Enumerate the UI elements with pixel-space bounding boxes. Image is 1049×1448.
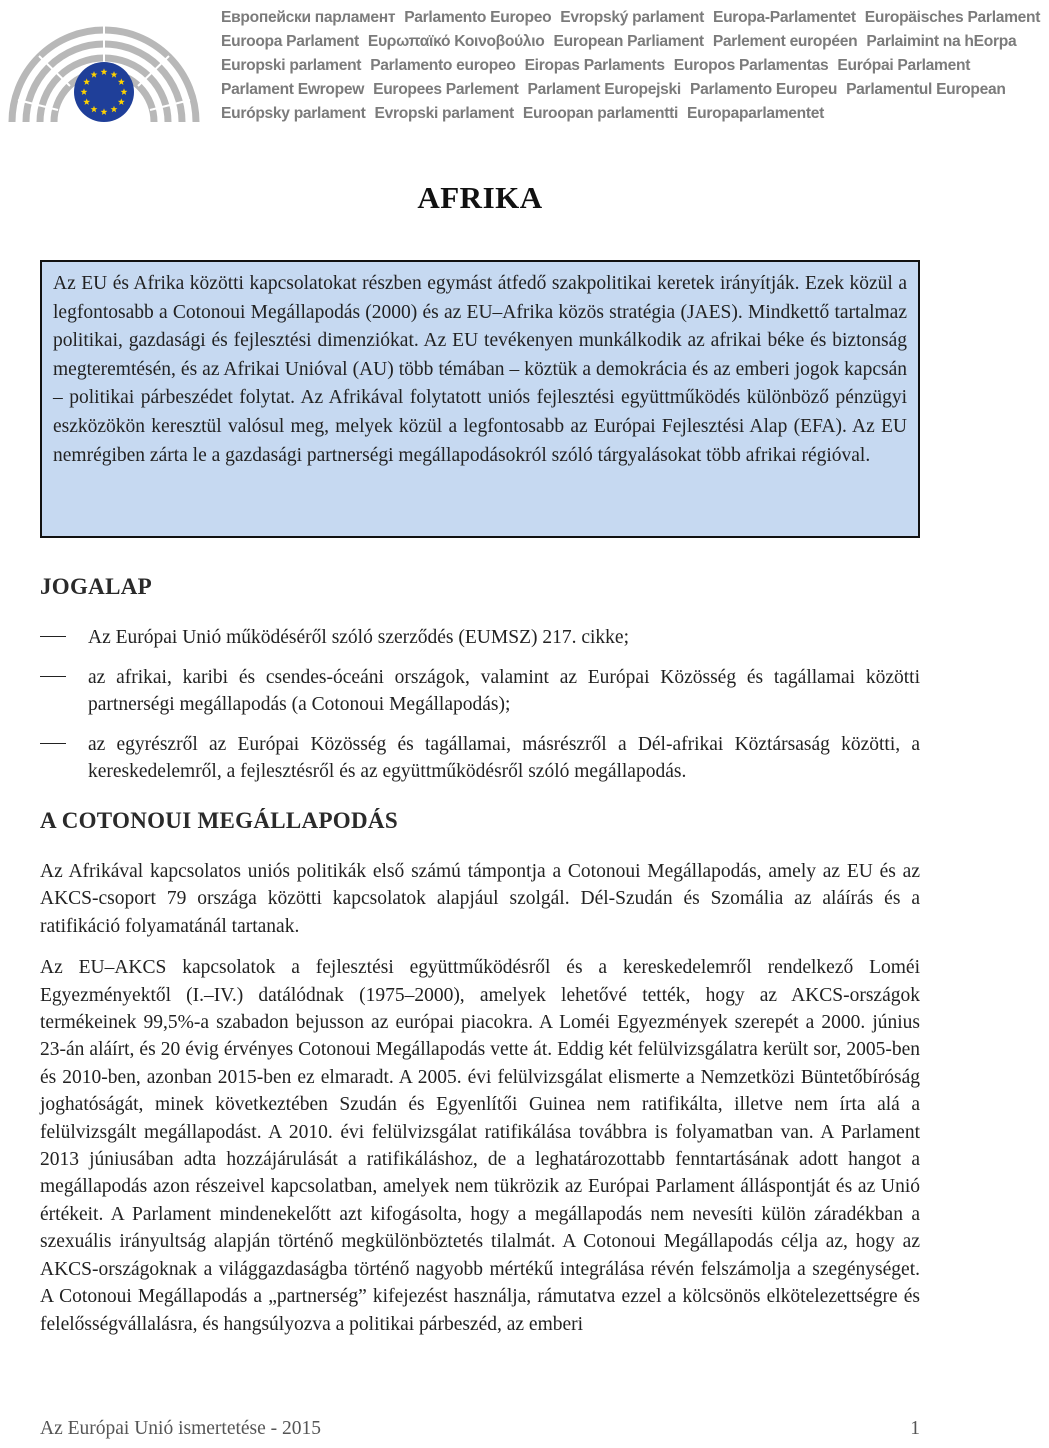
parliament-names (221, 6, 1041, 126)
page-number: 1 (910, 1418, 920, 1439)
list-item (40, 664, 920, 718)
list-item-text: az egyrészről az Európai Közösség és tagállamai, másrészről a Dél-afrikai Köztársaság közötti, a kereskedelemről, a fejlesztésről és az együttműködésről szóló megállapodás. (88, 734, 920, 782)
paragraph: Az Afrikával kapcsolatos uniós politikák első számú támpontja a Cotonoui Megállapodás, amely az EU és az AKCS-csoport 79 országa közötti kapcsolatok alapjául szolgál. Dél-Szudán és Szomália az aláírás és a ratifikáció folyamatánál tartanak. (40, 861, 920, 937)
parliament-name: Euroopa Parlament (221, 33, 359, 50)
parliament-name: Parlament Ewropew (221, 81, 365, 98)
parliament-names-row (221, 30, 1017, 54)
list-item (40, 624, 920, 651)
parliament-name: Europaparlamentet (687, 105, 825, 122)
parliament-name: Europa-Parlamentet (712, 9, 856, 26)
footer-text: Az Európai Unió ismertetése - 2015 (40, 1418, 322, 1439)
parliament-name: Europos Parlamentas (673, 57, 829, 74)
parliament-name: Ευρωπαϊκό Κοινοβούλιο (367, 33, 545, 50)
list-item-text: az afrikai, karibi és csendes-óceáni országok, valamint az Európai Közösség és tagállamai közötti partnerségi megállapodás (a Cotonoui Megállapodás); (88, 667, 920, 715)
parliament-name: Evropski parlament (374, 105, 514, 122)
paragraph: Az EU–AKCS kapcsolatok a fejlesztési együttműködésről és a kereskedelemről rendelkező Loméi Egyezményektől (I.–IV.) datálódnak (1975–2000), amelyek lehetővé tették, hogy az AKCS-országok termékeinek 99,5%-a szabadon bejusson az európai piacokra. A Loméi Egyezmények szerepét a 2000. június 23-án aláírt, és 20 évig érvényes Cotonoui Megállapodás vette át. Eddig két felülvizsgálatra került sor, 2005-ben és 2010-ben, azonban 2015-ben ez elmaradt. A 2005. évi felülvizsgálat elismerte a Nemzetközi Büntetőbíróság joghatóságát, minek következtében Szudán és Egyenlítői Guinea nem ratifikálta, illetve nem írta alá a felülvizsgált megállapodást. A 2010. évi felülvizsgálat ratifikálása továbbra is folyamatban van. A Parlament 2013 júniusában adta hozzájárulását a ratifikáláshoz, de a leghatározottabb fenntartásának adott hangot a megállapodás azon részeivel kapcsolatban, amelyek nem tükrözik az Európai Parlament álláspontját és az Unió értékeit. A Parlament mindenekelőtt azt kifogásolta, hogy a megállapodás nem nevesíti külön záradékban a szexuális irányultság alapján történő megkülönböztetés tilalmát. A Cotonoui Megállapodás célja az, hogy az AKCS-országoknak a világgazdaságba történő nagyobb mértékű integrálása révén felszámolja a szegénységet. A Cotonoui Megállapodás a „partnerség” kifejezést használja, rámutatva ezzel a kölcsönös elkötelezettségre és felelősségvállalásra, és hangsúlyozva a politikai párbeszéd, az emberi (40, 957, 920, 1335)
summary-box: Az EU és Afrika közötti kapcsolatokat részben egymást átfedő szakpolitikai keretek irányítják. Ezek közül a legfontosabb a Cotonoui Megállapodás (2000) és az EU–Afrika közös stratégia (JAES). Mindkettő tartalmaz politikai, gazdasági és fejlesztési dimenziókat. Az EU tevékenyen munkálkodik az afrikai béke és biztonság megteremtésén, és az Afrikai Unióval (AU) több témában – köztük a demokrácia és az emberi jogok kapcsán – politikai párbeszédet folytat. Az Afrikával folytatott uniós fejlesztési együttműködés különböző pénzügyi eszközökön keresztül valósul meg, melyek közül a legfontosabb az Európai Fejlesztési Alap (EFA). Az EU nemrégiben zárta le a gazdasági partnerségi megállapodásokról szóló tárgyalásokat több afrikai régióval. (40, 260, 920, 538)
parliament-name: Europees Parlement (373, 81, 519, 98)
cotonou-body (40, 858, 920, 1352)
parliament-name: Parlamento Europeu (689, 81, 838, 98)
page-title: AFRIKA (417, 180, 543, 215)
parliament-name: Euroopan parlamentti (522, 105, 679, 122)
parliament-name: Evropský parlament (560, 9, 704, 26)
page-header (0, 0, 1041, 130)
parliament-name: Europäisches Parlament (864, 9, 1041, 26)
dash-bullet-icon (40, 743, 66, 744)
dash-bullet-icon (40, 676, 66, 677)
parliament-name: Európai Parlament (837, 57, 971, 74)
parliament-names-row (221, 78, 1006, 102)
parliament-names-row (221, 54, 971, 78)
parliament-names-row (221, 102, 956, 126)
section-heading-cotonou: A COTONOUI MEGÁLLAPODÁS (40, 808, 398, 833)
parliament-names-row (221, 6, 1041, 30)
list-item-text: Az Európai Unió működéséről szóló szerződés (EUMSZ) 217. cikke; (88, 627, 629, 648)
parliament-name: European Parliament (553, 33, 704, 50)
parliament-name: Европейски парламент (221, 9, 396, 26)
european-parliament-logo (4, 4, 204, 126)
parliament-name: Parlamento Europeo (404, 9, 552, 26)
parliament-name: Parlamento europeo (370, 57, 516, 74)
parliament-name: Parlamentul European (846, 81, 1006, 98)
section-heading-jogalap: JOGALAP (40, 574, 152, 599)
parliament-name: Europski parlament (221, 57, 362, 74)
list-item (40, 731, 920, 785)
parliament-name: Eiropas Parlaments (524, 57, 665, 74)
page-footer (40, 1418, 920, 1440)
parliament-name: Európsky parlament (221, 105, 366, 122)
dash-bullet-icon (40, 636, 66, 637)
parliament-name: Parlaimint na hEorpa (866, 33, 1017, 50)
parliament-name: Parlament Europejski (527, 81, 681, 98)
legal-basis-list (40, 624, 920, 798)
parliament-name: Parlement européen (712, 33, 858, 50)
